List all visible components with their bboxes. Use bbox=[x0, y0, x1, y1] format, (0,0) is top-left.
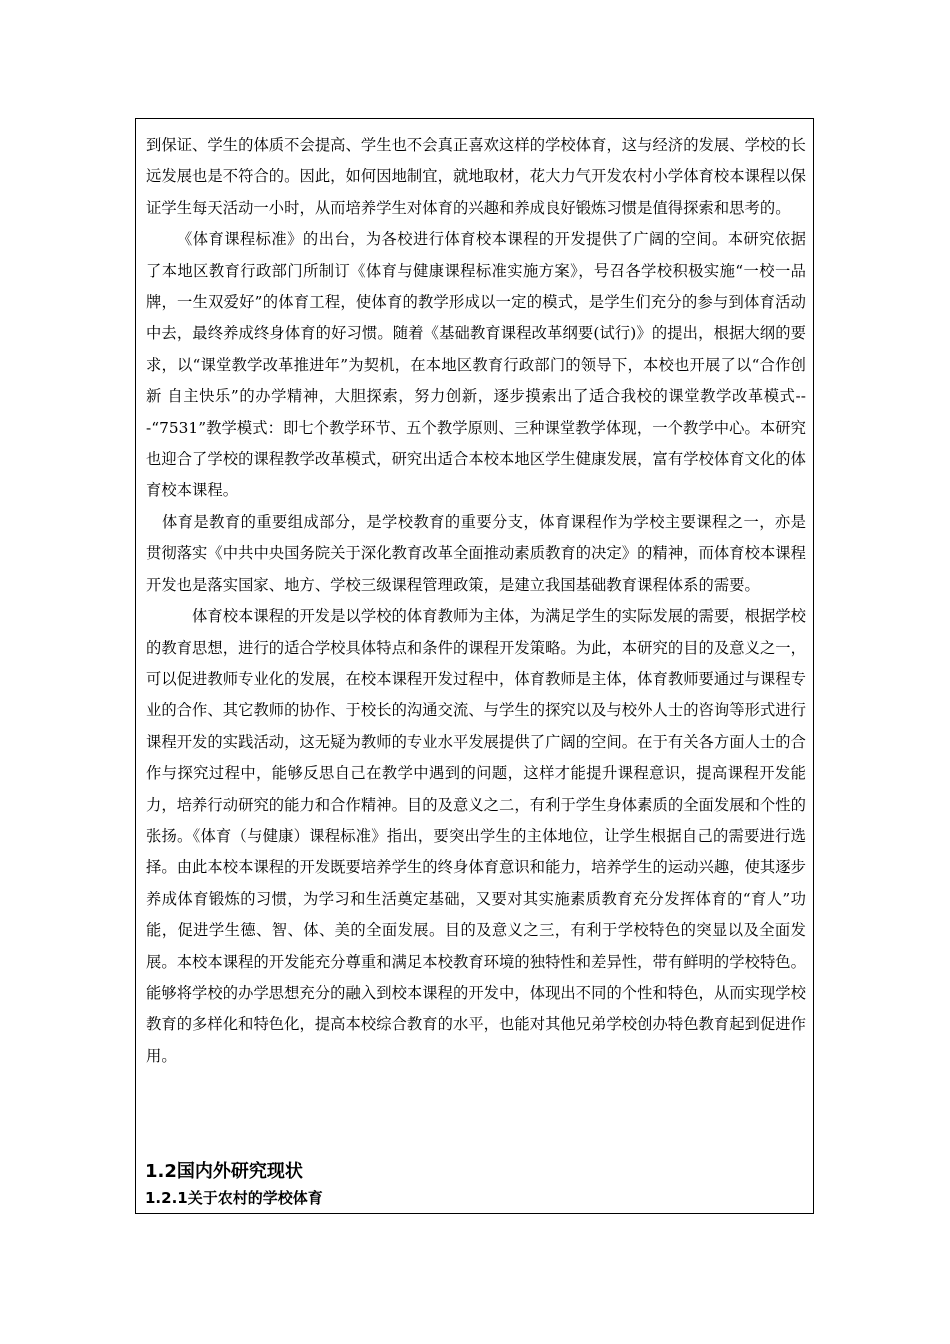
document-frame bbox=[135, 118, 814, 1214]
paragraph-1: 到保证、学生的体质不会提高、学生也不会真正喜欢这样的学校体育，这与经济的发展、学校的长远发展也是不符合的。因此，如何因地制宜，就地取材，花大力气开发农村小学体育校本课程以保证学生每天活动一小时，从而培养学生对体育的兴趣和养成良好锻炼习惯是值得探索和思考的。 bbox=[146, 136, 806, 217]
document-body bbox=[146, 130, 806, 1072]
section-heading: 1.2国内外研究现状 bbox=[145, 1161, 303, 1182]
subsection-heading: 1.2.1关于农村的学校体育 bbox=[145, 1189, 323, 1207]
paragraph-3: 体育是教育的重要组成部分，是学校教育的重要分支，体育课程作为学校主要课程之一，亦是贯彻落实《中共中央国务院关于深化教育改革全面推动素质教育的决定》的精神，而体育校本课程开发也是落实国家、地方、学校三级课程管理政策，是建立我国基础教育课程体系的需要。 bbox=[146, 512, 806, 594]
paragraph-4: 体育校本课程的开发是以学校的体育教师为主体，为满足学生的实际发展的需要，根据学校的教育思想，进行的适合学校具体特点和条件的课程开发策略。为此，本研究的目的及意义之一，可以促进教师专业化的发展，在校本课程开发过程中，体育教师是主体，体育教师要通过与课程专业的合作、其它教师的协作、于校长的沟通交流、与学生的探究以及与校外人士的咨询等形式进行课程开发的实践活动，这无疑为教师的专业水平发展提供了广阔的空间。在于有关各方面人士的合作与探究过程中，能够反思自己在教学中遇到的问题，这样才能提升课程意识，提高课程开发能力，培养行动研究的能力和合作精神。目的及意义之二，有利于学生身体素质的全面发展和个性的张扬。《体育（与健康）课程标准》指出，要突出学生的主体地位，让学生根据自己的需要进行选择。由此本校本课程的开发既要培养学生的终身体育意识和能力，培养学生的运动兴趣，使其逐步养成体育锻炼的习惯，为学习和生活奠定基础，又要对其实施素质教育充分发挥体育的“育人”功能，促进学生德、智、体、美的全面发展。目的及意义之三，有利于学校特色的突显以及全面发展。本校本课程的开发能充分尊重和满足本校教育环境的独特性和差异性，带有鲜明的学校特色。能够将学校的办学思想充分的融入到校本课程的开发中，体现出不同的个性和特色，从而实现学校教育的多样化和特色化，提高本校综合教育的水平，也能对其他兄弟学校创办特色教育起到促进作用。 bbox=[146, 607, 806, 1065]
paragraph-2: 《体育课程标准》的出台，为各校进行体育校本课程的开发提供了广阔的空间。本研究依据了本地区教育行政部门所制订《体育与健康课程标准实施方案》，号召各学校积极实施“一校一品牌，一生双爱好”的体育工程，使体育的教学形成以一定的模式，是学生们充分的参与到体育活动中去，最终养成终身体育的好习惯。随着《基础教育课程改革纲要(试行)》的提出，根据大纲的要求，以“课堂教学改革推进年”为契机，在本地区教育行政部门的领导下，本校也开展了以“合作创新 自主快乐”的办学精神，大胆探索，努力创新，逐步摸索出了适合我校的课堂教学改革模式---“7531”教学模式：即七个教学环节、五个教学原则、三种课堂教学体现，一个教学中心。本研究也迎合了学校的课程教学改革模式，研究出适合本校本地区学生健康发展，富有学校体育文化的体育校本课程。 bbox=[146, 230, 806, 500]
